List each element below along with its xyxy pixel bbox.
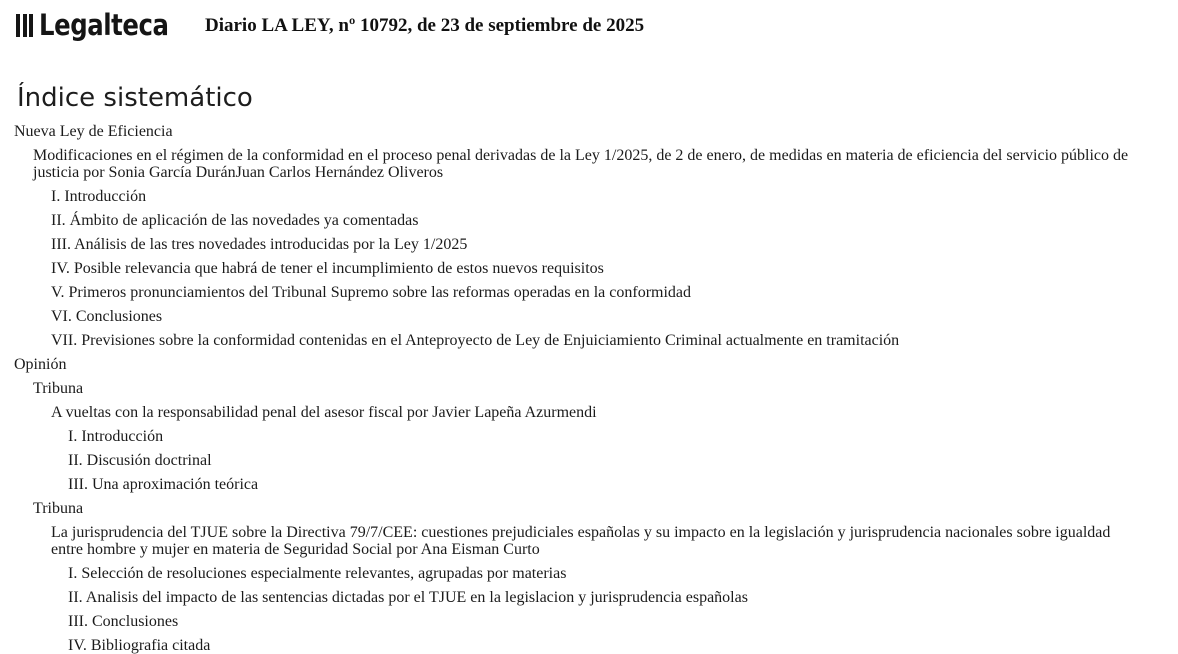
toc-entry[interactable]: IV. Posible relevancia que habrá de tener el incumplimiento de estos nuevos requisitos	[51, 260, 604, 277]
toc-entry[interactable]: Nueva Ley de Eficiencia	[14, 123, 173, 140]
toc-entry[interactable]: I. Selección de resoluciones especialmente relevantes, agrupadas por materias	[68, 565, 567, 582]
toc-entry[interactable]: VII. Previsiones sobre la conformidad contenidas en el Anteproyecto de Ley de Enjuiciamiento Criminal actualmente en tramitación	[51, 332, 900, 349]
toc-entry[interactable]: I. Introducción	[51, 188, 147, 205]
toc-entry[interactable]: IV. Bibliografia citada	[68, 637, 211, 654]
logo-text: Legalteca	[38, 8, 169, 42]
toc-entry[interactable]: Modificaciones en el régimen de la conformidad en el proceso penal derivadas de la Ley 1/2025, de 2 de enero, de medidas en materia de eficiencia del servicio público de justicia por Sonia García DuránJuan Carlos Hernández Oliveros	[33, 147, 1129, 181]
toc-entry[interactable]: La jurisprudencia del TJUE sobre la Directiva 79/7/CEE: cuestiones prejudiciales españolas y su impacto en la legislación y jurisprudencia nacionales sobre igualdad entre hombre y mujer en materia de Seguridad Social por Ana Eisman Curto	[51, 524, 1111, 558]
toc-entry[interactable]: Tribuna	[33, 380, 84, 397]
page-title: Índice sistemático	[17, 83, 253, 113]
logo-bars-icon	[16, 14, 36, 37]
toc-entry[interactable]: I. Introducción	[68, 428, 164, 445]
toc-entry[interactable]: II. Ámbito de aplicación de las novedades ya comentadas	[51, 212, 419, 229]
toc-entry[interactable]: V. Primeros pronunciamientos del Tribunal Supremo sobre las reformas operadas en la conformidad	[51, 284, 692, 301]
header	[0, 0, 1178, 46]
legalteca-logo[interactable]	[16, 10, 193, 40]
toc-entry[interactable]: II. Discusión doctrinal	[68, 452, 212, 469]
toc-entry[interactable]: III. Conclusiones	[68, 613, 179, 630]
journal-title: Diario LA LEY, nº 10792, de 23 de septiembre de 2025	[205, 15, 645, 36]
toc-entry[interactable]: III. Análisis de las tres novedades introducidas por la Ley 1/2025	[51, 236, 468, 253]
toc-entry[interactable]: Tribuna	[33, 500, 84, 517]
toc-entry[interactable]: II. Analisis del impacto de las sentencias dictadas por el TJUE en la legislacion y jurisprudencia españolas	[68, 589, 748, 606]
toc-entry[interactable]: A vueltas con la responsabilidad penal del asesor fiscal por Javier Lapeña Azurmendi	[51, 404, 597, 421]
toc-entry[interactable]: III. Una aproximación teórica	[68, 476, 259, 493]
toc	[0, 123, 1178, 654]
toc-entry[interactable]: Opinión	[14, 356, 67, 373]
toc-entry[interactable]: VI. Conclusiones	[51, 308, 163, 325]
